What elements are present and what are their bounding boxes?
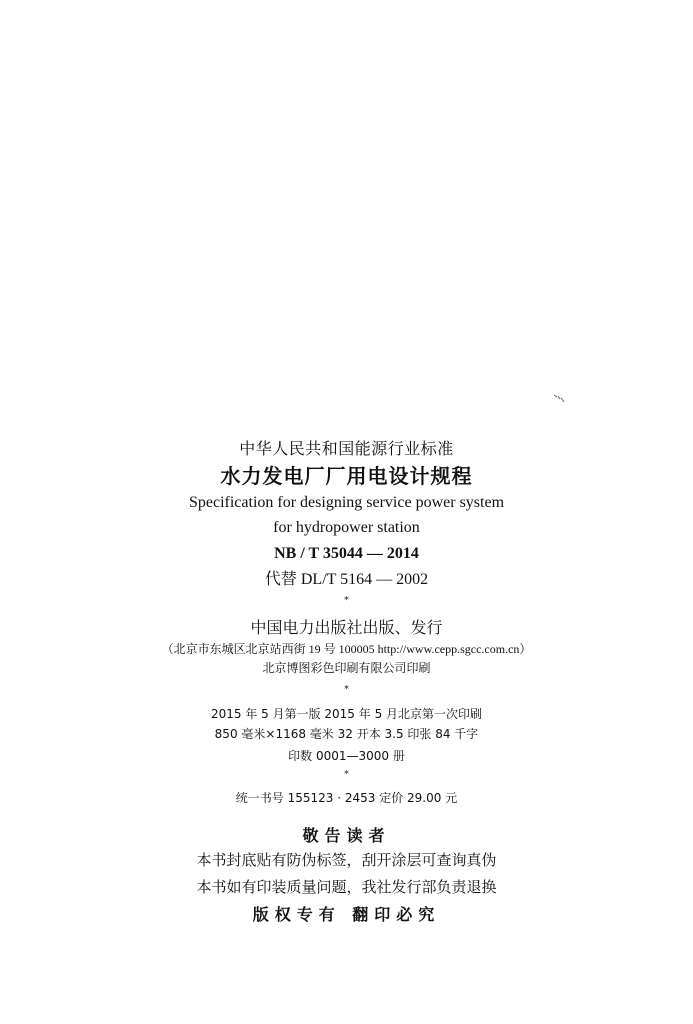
isbn-price: 统一书号 155123 · 2453 定价 29.00 元: [235, 791, 458, 805]
separator-star: *: [344, 596, 349, 606]
publisher-address: （北京市东城区北京站西街 19 号 100005 http://www.cepp.sgcc.com.cn）: [161, 642, 532, 656]
printer: 北京博图彩色印刷有限公司印刷: [262, 661, 431, 675]
standard-category: 中华人民共和国能源行业标准: [239, 439, 454, 458]
scan-speck-mark: [553, 393, 565, 403]
notice-line-1: 本书封底贴有防伪标签，刮开涂层可查询真伪: [196, 851, 497, 869]
publisher: 中国电力出版社出版、发行: [250, 618, 443, 637]
standard-code: NB / T 35044 — 2014: [274, 545, 419, 562]
print-run: 印数 0001—3000 册: [288, 749, 405, 763]
separator-star: *: [344, 770, 349, 780]
notice-heading: 敬告读者: [302, 826, 391, 845]
title-english-line1: Specification for designing service power system: [188, 494, 505, 511]
title-chinese: 水力发电厂厂用电设计规程: [220, 464, 473, 488]
copyright-notice: 版权专有 翻印必究: [252, 905, 441, 924]
title-english-line2: for hydropower station: [273, 519, 420, 536]
format-info: 850 毫米×1168 毫米 32 开本 3.5 印张 84 千字: [214, 727, 479, 741]
notice-line-2: 本书如有印装质量问题，我社发行部负责退换: [196, 878, 497, 896]
separator-star: *: [344, 685, 349, 695]
replaces-standard: 代替 DL/T 5164 — 2002: [264, 571, 429, 588]
edition-info: 2015 年 5 月第一版 2015 年 5 月北京第一次印刷: [210, 707, 483, 721]
